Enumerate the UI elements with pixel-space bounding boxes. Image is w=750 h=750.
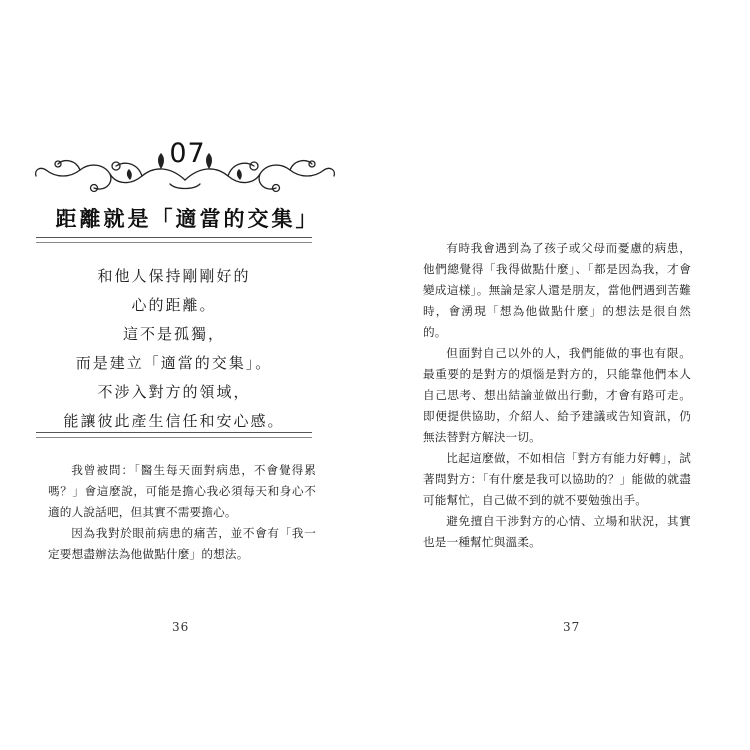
right-body-text [423,238,691,553]
epigraph-poem [36,262,312,436]
page-number: 37 [563,620,581,634]
poem-line: 不涉入對方的領域， [97,383,251,401]
top-rule-1 [36,237,312,238]
paragraph: 我曾被問：「醫生每天面對病患，不會覺得累嗎？」會這麼說，可能是擔心我必須每天和身心不適的人說話吧，但其實不需要擔心。 [48,463,316,519]
right-page [375,0,750,750]
paragraph: 比起這麼做，不如相信「對方有能力好轉」，試著問對方：「有什麼是我可以協助的？」能做的就盡可能幫忙，自己做不到的就不要勉強出手。 [423,451,691,507]
top-rule-2 [36,242,312,243]
poem-line: 而是建立「適當的交集」。 [75,354,273,372]
flourish-divider-icon [30,150,340,196]
chapter-title: 距離就是「適當的交集」 [55,206,320,231]
page-number: 36 [172,620,190,634]
paragraph: 有時我會遇到為了孩子或父母而憂慮的病患，他們總覺得「我得做點什麼」、「都是因為我，才會變成這樣」。無論是家人還是朋友，當他們遇到苦難時，會湧現「想為他做點什麼」的想法是很自然的。 [423,241,691,339]
paragraph: 但面對自己以外的人，我們能做的事也有限。最重要的是對方的煩惱是對方的，只能靠他們本人自己思考、想出結論並做出行動，才會有路可走。即便提供協助，介紹人、給予建議或告知資訊，仍無法替對方解決一切。 [423,346,691,444]
poem-line: 和他人保持剛剛好的 [97,267,251,285]
left-body-text [48,460,316,565]
poem-line: 能讓彼此產生信任和安心感。 [63,412,285,430]
paragraph: 避免擅自干涉對方的心情、立場和狀況，其實也是一種幫忙與溫柔。 [423,514,691,549]
bottom-rule-2 [36,437,312,438]
poem-line: 心的距離。 [131,296,217,314]
bottom-rule-1 [36,432,312,433]
paragraph: 因為我對於眼前病患的痛苦，並不會有「我一定要想盡辦法為他做點什麼」的想法。 [48,526,316,561]
poem-line: 這不是孤獨， [122,325,225,343]
chapter-number: 07 [169,138,206,169]
